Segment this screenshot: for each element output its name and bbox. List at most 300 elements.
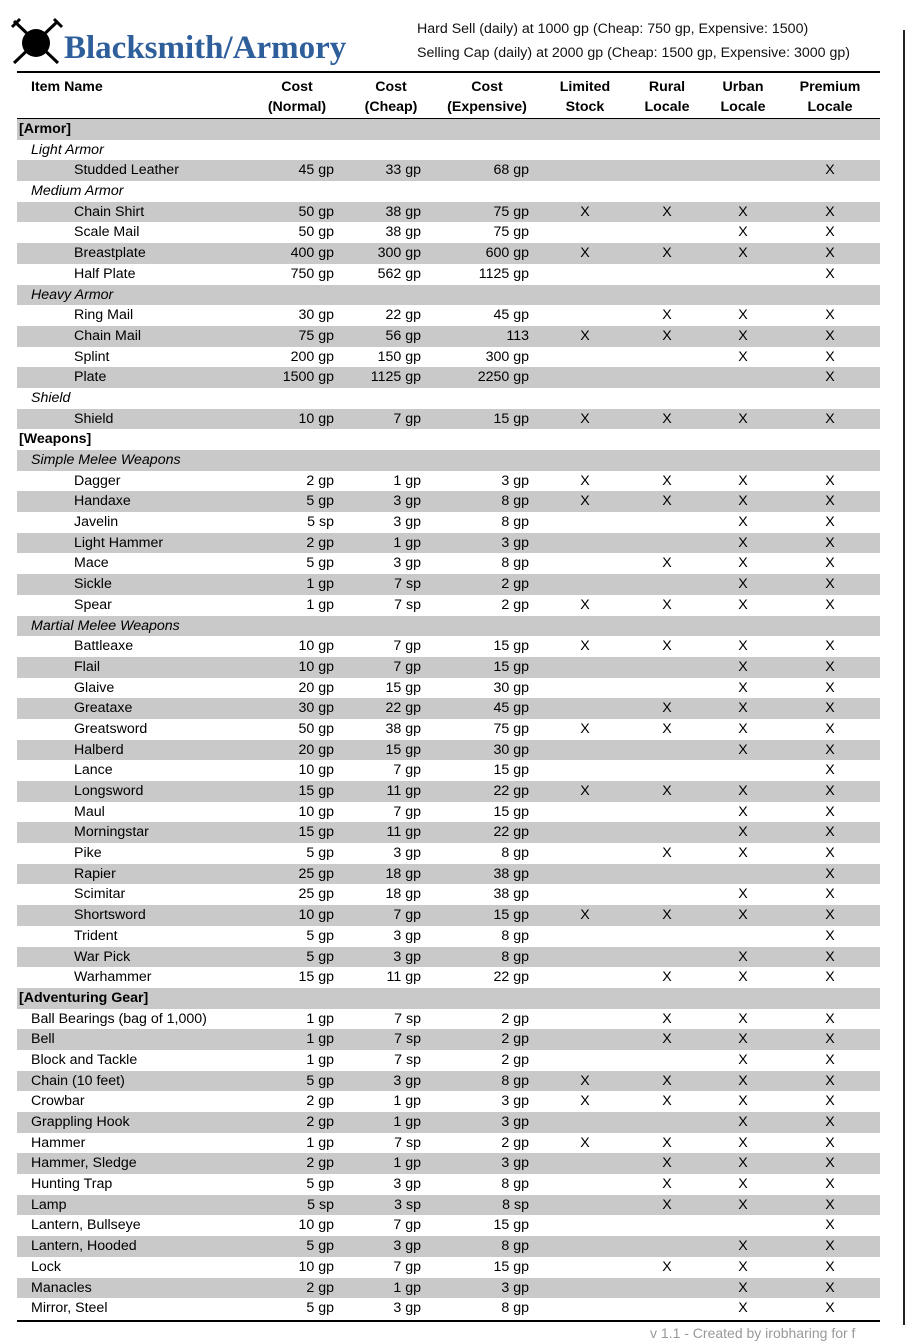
rural-locale-mark: X <box>662 720 672 737</box>
urban-locale-mark: X <box>738 948 748 965</box>
cost-cheap: 7 gp <box>393 1217 421 1234</box>
item-name: Chain Shirt <box>74 203 145 220</box>
limited-stock-mark: X <box>580 493 590 510</box>
urban-locale-mark: X <box>738 1031 748 1048</box>
limited-stock-mark: X <box>580 1093 590 1110</box>
cost-normal: 5 sp <box>307 514 334 531</box>
premium-locale-mark: X <box>825 658 835 675</box>
cost-expensive: 15 gp <box>493 907 529 924</box>
cost-cheap: 7 gp <box>393 638 421 655</box>
cost-cheap: 7 sp <box>394 596 421 613</box>
urban-locale-mark: X <box>738 1114 748 1130</box>
cost-normal: 750 gp <box>290 265 334 282</box>
table-row <box>17 740 880 761</box>
urban-locale-mark: X <box>738 720 748 737</box>
cost-normal: 15 gp <box>298 969 334 986</box>
cost-normal: 75 gp <box>298 327 334 344</box>
cost-normal: 200 gp <box>290 348 334 365</box>
urban-locale-mark: X <box>738 679 748 696</box>
cost-expensive: 113 <box>506 327 529 344</box>
premium-locale-mark: X <box>825 927 835 944</box>
premium-locale-mark: X <box>825 493 835 510</box>
limited-stock-mark: X <box>580 720 590 737</box>
rural-locale-mark: X <box>662 638 672 655</box>
cost-expensive: 30 gp <box>493 679 529 696</box>
cost-cheap: 300 gp <box>377 245 421 262</box>
cost-cheap: 1 gp <box>393 1279 421 1296</box>
cost-cheap: 1 gp <box>393 1093 421 1110</box>
col-limited-stock: Limited Stock <box>559 79 611 115</box>
cost-cheap: 22 gp <box>385 700 421 717</box>
cost-normal: 5 sp <box>307 1196 334 1213</box>
item-name: Pike <box>74 845 102 862</box>
cost-normal: 5 gp <box>306 927 334 944</box>
item-name: Shield <box>74 410 114 427</box>
cost-expensive: 2 gp <box>501 1010 529 1027</box>
table-row <box>17 160 880 181</box>
cost-expensive: 8 gp <box>501 845 529 862</box>
premium-locale-mark: X <box>825 1010 835 1027</box>
cost-normal: 5 gp <box>306 493 334 510</box>
cost-expensive: 8 gp <box>501 948 529 965</box>
item-name: Flail <box>74 658 101 675</box>
cost-normal: 50 gp <box>298 224 334 241</box>
cost-normal: 1 gp <box>306 1031 334 1048</box>
table-row <box>17 409 880 430</box>
urban-locale-mark: X <box>738 1134 748 1151</box>
cost-expensive: 15 gp <box>493 410 529 427</box>
item-name: Hammer, Sledge <box>31 1155 137 1172</box>
urban-locale-mark: X <box>738 969 748 986</box>
cost-cheap: 18 gp <box>385 886 421 903</box>
premium-locale-mark: X <box>825 679 835 696</box>
urban-locale-mark: X <box>738 203 748 220</box>
item-name: Lock <box>31 1258 61 1275</box>
item-name: Greataxe <box>74 700 133 717</box>
item-name: Scale Mail <box>74 224 140 241</box>
premium-locale-mark: X <box>825 762 835 779</box>
urban-locale-mark: X <box>738 224 748 241</box>
premium-locale-mark: X <box>825 1217 835 1234</box>
table-row <box>17 326 880 347</box>
table-row <box>17 947 880 968</box>
cost-normal: 45 gp <box>298 162 334 179</box>
premium-locale-mark: X <box>825 1258 835 1275</box>
cost-expensive: 38 gp <box>493 865 529 882</box>
table-row <box>17 1257 880 1278</box>
cost-cheap: 3 gp <box>393 1238 421 1255</box>
limited-stock-mark: X <box>580 1134 590 1151</box>
urban-locale-mark: X <box>738 1258 748 1275</box>
table-row <box>17 264 880 285</box>
cost-normal: 50 gp <box>298 720 334 737</box>
premium-locale-mark: X <box>825 327 835 344</box>
item-name: Mace <box>74 555 109 572</box>
item-name: Light Hammer <box>74 534 164 551</box>
premium-locale-mark: X <box>825 307 835 324</box>
cost-cheap: 1 gp <box>393 1114 421 1130</box>
rural-locale-mark: X <box>662 1176 672 1193</box>
urban-locale-mark: X <box>738 1051 748 1068</box>
urban-locale-mark: X <box>738 245 748 262</box>
table-row <box>17 760 880 781</box>
premium-locale-mark: X <box>825 472 835 489</box>
table-row <box>17 1278 880 1299</box>
item-name: Warhammer <box>74 969 152 986</box>
urban-locale-mark: X <box>738 907 748 924</box>
rural-locale-mark: X <box>662 1031 672 1048</box>
premium-locale-mark: X <box>825 1114 835 1130</box>
table-row <box>17 636 880 657</box>
cost-expensive: 8 gp <box>501 493 529 510</box>
table-row <box>17 574 880 595</box>
category-row <box>17 388 880 409</box>
urban-locale-mark: X <box>738 1155 748 1172</box>
cost-expensive: 2 gp <box>501 1134 529 1151</box>
cost-cheap: 7 sp <box>394 1051 421 1068</box>
item-name: Chain (10 feet) <box>31 1072 125 1089</box>
cost-cheap: 3 gp <box>393 1300 421 1317</box>
item-name: Block and Tackle <box>31 1051 138 1068</box>
item-name: Spear <box>74 596 112 613</box>
price-table <box>17 71 880 1319</box>
rural-locale-mark: X <box>662 907 672 924</box>
table-row <box>17 1091 880 1112</box>
cost-cheap: 7 gp <box>393 762 421 779</box>
item-name: Studded Leather <box>74 162 179 179</box>
urban-locale-mark: X <box>738 514 748 531</box>
premium-locale-mark: X <box>825 203 835 220</box>
cost-expensive: 75 gp <box>493 224 529 241</box>
limited-stock-mark: X <box>580 907 590 924</box>
rural-locale-mark: X <box>662 493 672 510</box>
cost-normal: 15 gp <box>298 783 334 799</box>
rural-locale-mark: X <box>662 1093 672 1110</box>
cost-expensive: 3 gp <box>501 1093 529 1110</box>
cost-cheap: 7 sp <box>394 1134 421 1151</box>
urban-locale-mark: X <box>738 1176 748 1193</box>
urban-locale-mark: X <box>738 348 748 365</box>
cost-expensive: 15 gp <box>493 803 529 820</box>
category-row <box>17 616 880 637</box>
cost-normal: 1 gp <box>306 1134 334 1151</box>
table-row <box>17 678 880 699</box>
cost-cheap: 3 gp <box>393 845 421 862</box>
cost-cheap: 3 gp <box>393 493 421 510</box>
urban-locale-mark: X <box>738 472 748 489</box>
rural-locale-mark: X <box>662 783 672 799</box>
cost-expensive: 8 gp <box>501 1300 529 1317</box>
premium-locale-mark: X <box>825 348 835 365</box>
cost-cheap: 38 gp <box>385 203 421 220</box>
urban-locale-mark: X <box>738 410 748 427</box>
table-row <box>17 864 880 885</box>
cost-cheap: 3 gp <box>393 514 421 531</box>
item-name: Lantern, Bullseye <box>31 1217 141 1234</box>
table-row <box>17 1195 880 1216</box>
cost-expensive: 15 gp <box>493 658 529 675</box>
rural-locale-mark: X <box>662 203 672 220</box>
item-name: War Pick <box>74 948 131 965</box>
item-name: Maul <box>74 803 105 820</box>
cost-normal: 50 gp <box>298 203 334 220</box>
category-label: Heavy Armor <box>31 286 114 303</box>
cost-normal: 10 gp <box>298 907 334 924</box>
table-row <box>17 243 880 264</box>
cost-expensive: 2 gp <box>501 576 529 593</box>
premium-locale-mark: X <box>825 638 835 655</box>
premium-locale-mark: X <box>825 245 835 262</box>
table-row <box>17 367 880 388</box>
category-label: Shield <box>31 389 71 406</box>
table-row <box>17 1153 880 1174</box>
cost-expensive: 2250 gp <box>477 369 529 386</box>
item-name: Plate <box>74 369 107 386</box>
table-bottom-rule <box>17 1320 880 1322</box>
cost-cheap: 562 gp <box>377 265 421 282</box>
premium-locale-mark: X <box>825 514 835 531</box>
col-cost-expensive: Cost (Expensive) <box>447 79 527 115</box>
urban-locale-mark: X <box>738 803 748 820</box>
cost-expensive: 2 gp <box>501 1051 529 1068</box>
rural-locale-mark: X <box>662 327 672 344</box>
category-row <box>17 140 880 161</box>
cost-expensive: 38 gp <box>493 886 529 903</box>
item-name: Battleaxe <box>74 638 134 655</box>
cost-normal: 10 gp <box>298 803 334 820</box>
cost-cheap: 1 gp <box>393 1155 421 1172</box>
cost-expensive: 600 gp <box>485 245 529 262</box>
category-label: Simple Melee Weapons <box>31 452 181 468</box>
premium-locale-mark: X <box>825 576 835 593</box>
premium-locale-mark: X <box>825 555 835 572</box>
premium-locale-mark: X <box>825 1300 835 1317</box>
urban-locale-mark: X <box>738 783 748 799</box>
section-label: [Weapons] <box>19 431 92 448</box>
cost-cheap: 3 gp <box>393 555 421 572</box>
cost-cheap: 38 gp <box>385 224 421 241</box>
rural-locale-mark: X <box>662 245 672 262</box>
cost-expensive: 45 gp <box>493 700 529 717</box>
table-row <box>17 781 880 802</box>
cost-expensive: 22 gp <box>493 969 529 986</box>
cost-normal: 25 gp <box>298 865 334 882</box>
rural-locale-mark: X <box>662 1258 672 1275</box>
item-name: Trident <box>74 927 118 944</box>
item-name: Morningstar <box>74 824 149 841</box>
item-name: Javelin <box>74 514 119 531</box>
table-row <box>17 1071 880 1092</box>
table-row <box>17 1298 880 1319</box>
selling-cap-note: Selling Cap (daily) at 2000 gp (Cheap: 1500 gp, Expensive: 3000 gp) <box>417 45 851 61</box>
category-row <box>17 285 880 306</box>
cost-normal: 5 gp <box>306 1238 334 1255</box>
urban-locale-mark: X <box>738 327 748 344</box>
category-row <box>17 181 880 202</box>
table-row <box>17 698 880 719</box>
cost-expensive: 8 gp <box>501 1176 529 1193</box>
urban-locale-mark: X <box>738 1300 748 1317</box>
urban-locale-mark: X <box>738 638 748 655</box>
cost-normal: 1 gp <box>306 1051 334 1068</box>
cost-cheap: 38 gp <box>385 720 421 737</box>
item-name: Hammer <box>31 1134 86 1151</box>
table-row <box>17 884 880 905</box>
limited-stock-mark: X <box>580 410 590 427</box>
premium-locale-mark: X <box>825 1093 835 1110</box>
cost-expensive: 22 gp <box>493 783 529 799</box>
cost-cheap: 15 gp <box>385 741 421 758</box>
table-row <box>17 905 880 926</box>
cost-normal: 1500 gp <box>282 369 334 386</box>
urban-locale-mark: X <box>738 576 748 593</box>
item-name: Splint <box>74 348 110 365</box>
cost-cheap: 1125 gp <box>370 369 421 386</box>
cost-cheap: 56 gp <box>385 327 421 344</box>
rural-locale-mark: X <box>662 307 672 324</box>
cost-normal: 10 gp <box>298 762 334 779</box>
cost-cheap: 7 gp <box>393 658 421 675</box>
cost-normal: 5 gp <box>306 1072 334 1089</box>
cost-expensive: 3 gp <box>501 1279 529 1296</box>
table-row <box>17 491 880 512</box>
limited-stock-mark: X <box>580 1072 590 1089</box>
table-row <box>17 533 880 554</box>
premium-locale-mark: X <box>825 783 835 799</box>
cost-cheap: 7 sp <box>394 576 421 593</box>
table-row <box>17 822 880 843</box>
cost-normal: 2 gp <box>306 472 334 489</box>
section-row <box>17 988 880 1009</box>
section-label: [Adventuring Gear] <box>19 989 149 1006</box>
cost-normal: 2 gp <box>306 534 334 551</box>
table-row <box>17 967 880 988</box>
table-row <box>17 1236 880 1257</box>
table-row <box>17 202 880 223</box>
limited-stock-mark: X <box>580 596 590 613</box>
rural-locale-mark: X <box>662 472 672 489</box>
cost-expensive: 3 gp <box>501 1114 529 1130</box>
cost-expensive: 300 gp <box>485 348 529 365</box>
premium-locale-mark: X <box>825 886 835 903</box>
col-urban-locale: Urban Locale <box>720 79 766 115</box>
urban-locale-mark: X <box>738 741 748 758</box>
table-row <box>17 1215 880 1236</box>
premium-locale-mark: X <box>825 369 835 386</box>
cost-cheap: 7 gp <box>393 1258 421 1275</box>
rural-locale-mark: X <box>662 1134 672 1151</box>
limited-stock-mark: X <box>580 245 590 262</box>
cost-expensive: 8 gp <box>501 514 529 531</box>
cost-expensive: 3 gp <box>501 1155 529 1172</box>
table-row <box>17 1050 880 1071</box>
urban-locale-mark: X <box>738 824 748 841</box>
table-row <box>17 1009 880 1030</box>
item-name: Breastplate <box>74 245 146 262</box>
item-name: Crowbar <box>31 1093 85 1110</box>
table-row <box>17 222 880 243</box>
urban-locale-mark: X <box>738 534 748 551</box>
urban-locale-mark: X <box>738 1010 748 1027</box>
cost-expensive: 15 gp <box>493 1258 529 1275</box>
urban-locale-mark: X <box>738 596 748 613</box>
premium-locale-mark: X <box>825 1196 835 1213</box>
cost-normal: 400 gp <box>290 245 334 262</box>
item-name: Hunting Trap <box>31 1176 113 1193</box>
table-row <box>17 512 880 533</box>
cost-cheap: 33 gp <box>385 162 421 179</box>
premium-locale-mark: X <box>825 265 835 282</box>
table-row <box>17 553 880 574</box>
section-label: [Armor] <box>19 121 72 137</box>
premium-locale-mark: X <box>825 969 835 986</box>
cost-cheap: 11 gp <box>386 824 421 841</box>
table-row <box>17 305 880 326</box>
premium-locale-mark: X <box>825 1238 835 1255</box>
urban-locale-mark: X <box>738 886 748 903</box>
premium-locale-mark: X <box>825 410 835 427</box>
cost-cheap: 7 gp <box>393 410 421 427</box>
table-row <box>17 595 880 616</box>
item-name: Dagger <box>74 472 121 489</box>
col-cost-cheap: Cost (Cheap) <box>364 79 418 115</box>
premium-locale-mark: X <box>825 720 835 737</box>
cost-cheap: 22 gp <box>385 307 421 324</box>
item-name: Ring Mail <box>74 307 134 324</box>
item-name: Bell <box>31 1031 55 1048</box>
premium-locale-mark: X <box>825 700 835 717</box>
item-name: Greatsword <box>74 720 148 737</box>
item-name: Longsword <box>74 783 144 799</box>
rural-locale-mark: X <box>662 845 672 862</box>
cost-normal: 2 gp <box>306 1093 334 1110</box>
cost-normal: 2 gp <box>306 1114 334 1130</box>
page-title: Blacksmith/Armory <box>64 30 347 66</box>
cost-normal: 5 gp <box>306 1300 334 1317</box>
item-name: Handaxe <box>74 493 131 510</box>
premium-locale-mark: X <box>825 596 835 613</box>
table-row <box>17 347 880 368</box>
category-label: Light Armor <box>31 141 104 158</box>
cost-expensive: 75 gp <box>493 720 529 737</box>
premium-locale-mark: X <box>825 1279 835 1296</box>
cost-normal: 2 gp <box>306 1279 334 1296</box>
column-headers <box>17 73 880 118</box>
cost-cheap: 18 gp <box>385 865 421 882</box>
cost-normal: 30 gp <box>298 700 334 717</box>
cost-cheap: 15 gp <box>385 679 421 696</box>
cost-cheap: 150 gp <box>377 348 421 365</box>
margin-rule <box>903 30 905 1325</box>
cost-cheap: 11 gp <box>386 783 421 799</box>
urban-locale-mark: X <box>738 658 748 675</box>
cost-expensive: 15 gp <box>493 638 529 655</box>
item-name: Rapier <box>74 865 116 882</box>
cost-expensive: 15 gp <box>493 1217 529 1234</box>
item-name: Sickle <box>74 576 112 593</box>
cost-expensive: 8 gp <box>501 1072 529 1089</box>
item-name: Lantern, Hooded <box>31 1238 137 1255</box>
cost-normal: 5 gp <box>306 948 334 965</box>
footer-credit: v 1.1 - Created by irobharing for f <box>650 1325 856 1341</box>
item-name: Lamp <box>31 1196 67 1213</box>
cost-normal: 2 gp <box>306 1155 334 1172</box>
item-name: Half Plate <box>74 265 136 282</box>
limited-stock-mark: X <box>580 472 590 489</box>
urban-locale-mark: X <box>738 1279 748 1296</box>
premium-locale-mark: X <box>825 1072 835 1089</box>
col-premium-locale: Premium Locale <box>799 79 861 115</box>
